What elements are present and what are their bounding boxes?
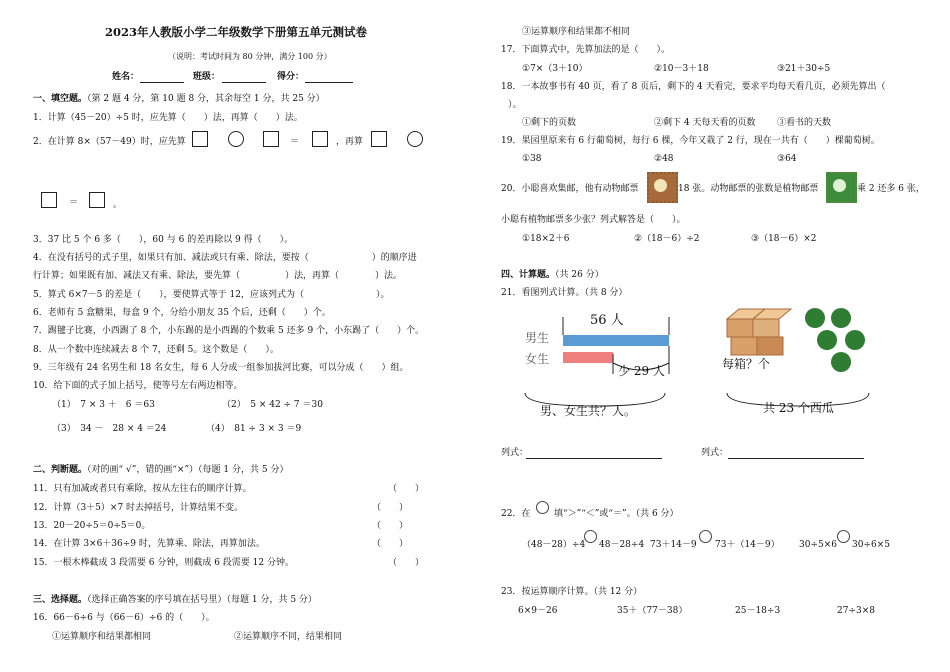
choice-option[interactable]: ②48 — [654, 154, 674, 164]
question-2-text: 2．在计算 8×（57－49）时，应先算 — [33, 137, 186, 147]
choice-option[interactable]: ①18×2＋6 — [522, 234, 570, 244]
section4-header — [501, 270, 604, 281]
class-field[interactable] — [222, 82, 266, 83]
answer-box[interactable] — [192, 131, 208, 147]
section2-note: （对的画“ √”，错的画“×”）（每题 1 分，共 5 分） — [87, 465, 289, 475]
girl-label: 女生 — [525, 352, 550, 366]
calc-item: 25－18÷3 — [735, 606, 781, 616]
choice-option[interactable]: ③运算顺序和结果都不相同 — [522, 27, 631, 37]
formula-field[interactable] — [526, 458, 662, 459]
score-field[interactable] — [305, 82, 353, 83]
question-20-text: 18 张。动物邮票的张数是植物邮票 — [678, 184, 819, 194]
choice-option[interactable]: ③21＋30÷5 — [777, 64, 831, 74]
question-4-line1: 4．在没有括号的式子里，如果只有加、减法或只有乘、除法，要按（ ）的顺序进 — [33, 253, 417, 263]
compare-circle[interactable] — [584, 530, 597, 543]
calc-item: 6×9－26 — [518, 606, 558, 616]
name-label: 姓名： — [112, 72, 140, 82]
plant-stamp-icon — [826, 172, 857, 203]
judge-item: 12．计算（3＋5）×7 时去掉括号，计算结果不变。 — [33, 503, 244, 513]
question-19: 19．果园里原来有 6 行葡萄树，每行 6 棵，今年又栽了 2 行，现在一共有（ ）棵葡萄树。 — [501, 136, 880, 146]
formula-label: 列式： — [701, 448, 729, 458]
question-label: 男、女生共？人。 — [540, 404, 637, 418]
question-10: 10．给下面的式子加上括号，使等号左右两边相等。 — [33, 381, 243, 391]
per-box-label: 每箱？个 — [722, 357, 771, 371]
judge-answer[interactable]: （ ） — [372, 521, 409, 531]
judge-item: 11．只有加减或者只有乘除，按从左往右的顺序计算。 — [33, 484, 252, 494]
question-20-line2: 小聪有植物邮票多少张？列式解答是（ ）。 — [501, 215, 686, 225]
compare-expression: 73＋（14－9） — [715, 540, 780, 550]
compare-expression: 30÷6×5 — [852, 540, 890, 550]
choice-option[interactable]: ①7×（3＋10） — [522, 64, 588, 74]
calc-item: 35＋（77－38） — [617, 606, 688, 616]
total-melon-label: 共 23 个西瓜 — [763, 401, 834, 415]
operator-circle[interactable] — [228, 131, 244, 147]
answer-box[interactable] — [89, 192, 105, 208]
section4-heading: 四、计算题。 — [501, 270, 556, 280]
compare-circle[interactable] — [536, 501, 549, 514]
equation-item: （4） 81 ÷ 3 × 3 ＝9 — [206, 424, 302, 434]
question-5: 5．算式 6×7－5 的差是（ ），要使算式等于 12，应该列式为（ ）。 — [33, 290, 390, 300]
question-18-line2: ）。 — [508, 100, 522, 110]
name-field[interactable] — [140, 82, 184, 83]
period-mark: 。 — [113, 200, 123, 210]
boy-bar — [563, 335, 669, 346]
calc-item: 27÷3×8 — [837, 606, 875, 616]
operator-circle[interactable] — [407, 131, 423, 147]
equals-sign: ＝ — [290, 137, 300, 147]
judge-answer[interactable]: （ ） — [388, 558, 425, 568]
question-7: 7．踢毽子比赛，小西踢了 8 个，小东踢的是小西踢的个数乘 5 还多 9 个，小东踢了（ ）个。 — [33, 326, 425, 336]
formula-label: 列式： — [501, 448, 529, 458]
animal-stamp-icon — [647, 172, 678, 203]
section1-note: （第 2 题 4 分，第 10 题 8 分，其余每空 1 分，共 25 分） — [87, 94, 325, 104]
diff-label: 少 29 人 — [618, 364, 665, 378]
section3-note: （选择正确答案的序号填在括号里）（每题 1 分，共 5 分） — [87, 595, 317, 605]
girl-bar — [563, 352, 613, 363]
question-20-text: 20．小聪喜欢集邮，他有动物邮票 — [501, 184, 639, 194]
choice-option[interactable]: ③看书的天数 — [777, 118, 832, 128]
choice-option[interactable]: ②剩下 4 天每天看的页数 — [654, 118, 756, 128]
choice-option[interactable]: ①运算顺序和结果都相同 — [52, 632, 152, 642]
compare-circle[interactable] — [837, 530, 850, 543]
compare-expression: （48－28）÷4 — [522, 540, 586, 550]
answer-box[interactable] — [371, 131, 387, 147]
section2-header — [33, 465, 288, 476]
section1-header — [33, 94, 325, 105]
total-label: 56 人 — [590, 313, 624, 328]
answer-box[interactable] — [41, 192, 57, 208]
boy-label: 男生 — [525, 331, 550, 345]
section3-header — [33, 595, 317, 606]
judge-answer[interactable]: （ ） — [388, 484, 425, 494]
equals-sign: ＝ — [69, 198, 79, 208]
score-label: 得分： — [277, 72, 305, 82]
box-stack-icon — [727, 309, 791, 355]
compare-expression: 30÷5×6 — [799, 540, 837, 550]
question-23: 23．按运算顺序计算。（共 12 分） — [501, 587, 643, 597]
section3-heading: 三、选择题。 — [33, 595, 88, 605]
question-1: 1．计算（45－20）÷5 时，应先算（ ）法，再算（ ）法。 — [33, 113, 303, 123]
watermelon-icon — [805, 308, 865, 372]
judge-item: 15．一根木棒截成 3 段需要 6 分钟，则截成 6 段需要 12 分钟。 — [33, 558, 294, 568]
right-column — [475, 0, 950, 672]
question-9: 9．三年级有 24 名男生和 18 名女生，每 6 人分成一组参加拔河比赛，可以分成（ ）组。 — [33, 363, 409, 373]
question-22-text: 22．在 — [501, 509, 531, 519]
answer-box[interactable] — [263, 131, 279, 147]
question-21: 21．看图列式计算。（共 8 分） — [501, 288, 628, 298]
choice-option[interactable]: ①剩下的页数 — [522, 118, 577, 128]
question-16: 16．66－6÷6 与（66－6）÷6 的（ ）。 — [33, 613, 215, 623]
exam-note: （说明：考试时间为 80 分钟，满分 100 分） — [168, 52, 332, 61]
section1-heading: 一、填空题。 — [33, 94, 88, 104]
compare-expression: 48－28÷4 — [599, 540, 645, 550]
question-8: 8．从一个数中连续减去 8 个 7，还剩 5。这个数是（ ）。 — [33, 345, 279, 355]
choice-option[interactable]: ②10－3＋18 — [654, 64, 709, 74]
choice-option[interactable]: ②（18－6）÷2 — [634, 234, 700, 244]
section4-note: （共 26 分） — [555, 270, 604, 280]
judge-answer[interactable]: （ ） — [372, 539, 409, 549]
page-title: 2023年人教版小学二年级数学下册第五单元测试卷 — [105, 25, 368, 39]
question-22-text: 填“＞”“＜”或“＝”。（共 6 分） — [554, 509, 679, 519]
question-18-line1: 18．一本故事书有 40 页，看了 8 页后，剩下的 4 天看完，要求平均每天看几页，必须先算出（ — [501, 82, 886, 92]
question-3: 3．37 比 5 个 6 多（ ），60 与 6 的差再除以 9 得（ ）。 — [33, 235, 294, 245]
question-6: 6．老师有 5 盒糖果，每盒 9 个，分给小朋友 35 个后，还剩（ ）个。 — [33, 308, 331, 318]
class-label: 班级： — [193, 72, 221, 82]
judge-item: 14．在计算 3×6＋36÷9 时，先算乘、除法，再算加法。 — [33, 539, 265, 549]
question-2-then: ，再算 — [336, 137, 364, 147]
section2-heading: 二、判断题。 — [33, 465, 88, 475]
compare-expression: 73＋14－9 — [650, 540, 697, 550]
choice-option[interactable]: ②运算顺序不同，结果相同 — [234, 632, 343, 642]
answer-box[interactable] — [312, 131, 328, 147]
question-20-text: 乘 2 还多 6 张， — [857, 184, 925, 194]
judge-item: 13．20－20÷5＝0÷5＝0。 — [33, 521, 151, 531]
choice-option[interactable]: ①38 — [522, 154, 542, 164]
compare-circle[interactable] — [699, 530, 712, 543]
question-4-line2: 行计算；如果既有加、减法又有乘、除法，要先算（ ）法，再算（ ）法。 — [33, 271, 403, 281]
equation-item: （2） 5 × 42 ÷ 7 ＝30 — [222, 400, 323, 410]
choice-option[interactable]: ③64 — [777, 154, 797, 164]
choice-option[interactable]: ③（18－6）×2 — [751, 234, 817, 244]
equation-item: （3） 34 － 28 × 4 ＝24 — [52, 424, 167, 434]
question-17: 17．下面算式中，先算加法的是（ ）。 — [501, 45, 670, 55]
equation-item: （1） 7 × 3 ＋ 6 ＝63 — [52, 400, 155, 410]
judge-answer[interactable]: （ ） — [372, 503, 409, 513]
formula-field[interactable] — [728, 458, 864, 459]
